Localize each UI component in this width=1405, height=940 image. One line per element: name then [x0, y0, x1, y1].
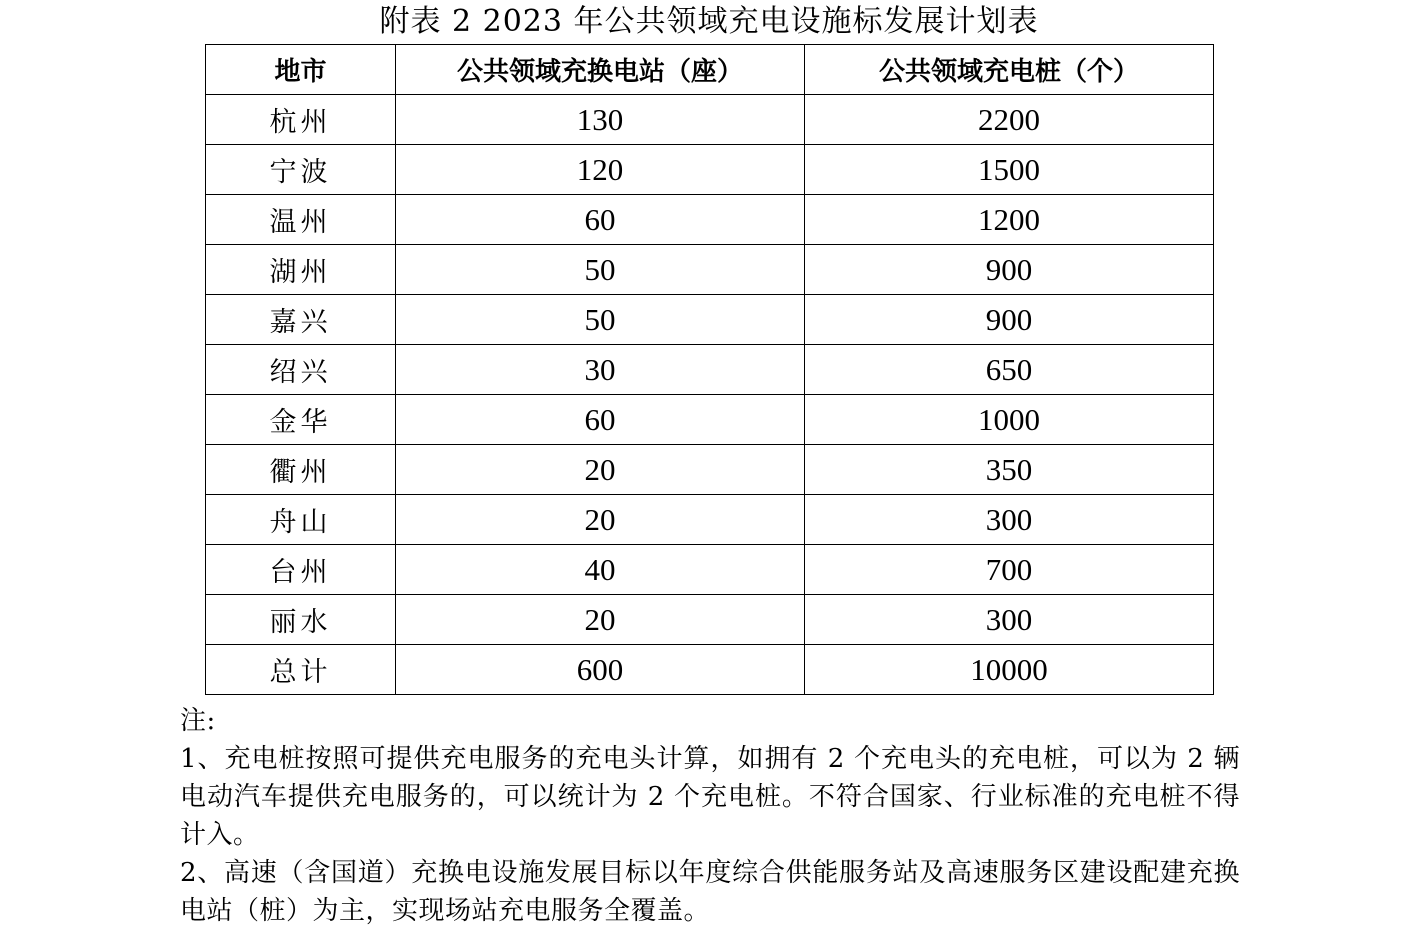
city-cell: 宁波 — [206, 145, 396, 195]
city-cell: 金华 — [206, 395, 396, 445]
column-header-stations: 公共领域充换电站（座） — [396, 45, 805, 95]
table-total-row — [206, 645, 1214, 695]
stations-cell: 60 — [396, 195, 805, 245]
city-cell: 嘉兴 — [206, 295, 396, 345]
piles-cell: 1200 — [805, 195, 1214, 245]
stations-cell: 120 — [396, 145, 805, 195]
note-item: 1、充电桩按照可提供充电服务的充电头计算，如拥有 2 个充电头的充电桩，可以为 2 辆电动汽车提供充电服务的，可以统计为 2 个充电桩。不符合国家、行业标准的充电桩不得计入。 — [180, 744, 1240, 850]
city-cell: 绍兴 — [206, 345, 396, 395]
stations-cell: 20 — [396, 445, 805, 495]
total-stations-cell: 600 — [396, 645, 805, 695]
stations-cell: 60 — [396, 395, 805, 445]
table-row — [206, 445, 1214, 495]
note-item: 2、高速（含国道）充换电设施发展目标以年度综合供能服务站及高速服务区建设配建充换电站（桩）为主，实现场站充电服务全覆盖。 — [180, 858, 1240, 926]
piles-cell: 650 — [805, 345, 1214, 395]
city-cell: 舟山 — [206, 495, 396, 545]
piles-cell: 2200 — [805, 95, 1214, 145]
piles-cell: 300 — [805, 595, 1214, 645]
table-row — [206, 395, 1214, 445]
city-cell: 丽水 — [206, 595, 396, 645]
city-cell: 衢州 — [206, 445, 396, 495]
city-cell: 台州 — [206, 545, 396, 595]
stations-cell: 20 — [396, 595, 805, 645]
piles-cell: 900 — [805, 295, 1214, 345]
table-row — [206, 495, 1214, 545]
table-row — [206, 295, 1214, 345]
column-header-city: 地市 — [206, 45, 396, 95]
table-row — [206, 345, 1214, 395]
table-row — [206, 95, 1214, 145]
piles-cell: 1500 — [805, 145, 1214, 195]
table-row — [206, 545, 1214, 595]
table-row — [206, 595, 1214, 645]
piles-cell: 1000 — [805, 395, 1214, 445]
stations-cell: 130 — [396, 95, 805, 145]
city-cell: 湖州 — [206, 245, 396, 295]
stations-cell: 20 — [396, 495, 805, 545]
table-row — [206, 145, 1214, 195]
total-label-cell: 总计 — [206, 645, 396, 695]
column-header-piles: 公共领域充电桩（个） — [805, 45, 1214, 95]
stations-cell: 40 — [396, 545, 805, 595]
stations-cell: 50 — [396, 245, 805, 295]
table-row — [206, 245, 1214, 295]
notes-label: 注: — [180, 706, 216, 736]
total-piles-cell: 10000 — [805, 645, 1214, 695]
piles-cell: 300 — [805, 495, 1214, 545]
piles-cell: 700 — [805, 545, 1214, 595]
notes-section — [180, 702, 1240, 930]
stations-cell: 50 — [396, 295, 805, 345]
city-cell: 温州 — [206, 195, 396, 245]
table-row — [206, 195, 1214, 245]
stations-cell: 30 — [396, 345, 805, 395]
document-title: 附表 2 2023 年公共领域充电设施标发展计划表 — [379, 4, 1039, 39]
piles-cell: 350 — [805, 445, 1214, 495]
city-cell: 杭州 — [206, 95, 396, 145]
charging-plan-table — [205, 44, 1214, 695]
table-header-row — [206, 45, 1214, 95]
piles-cell: 900 — [805, 245, 1214, 295]
